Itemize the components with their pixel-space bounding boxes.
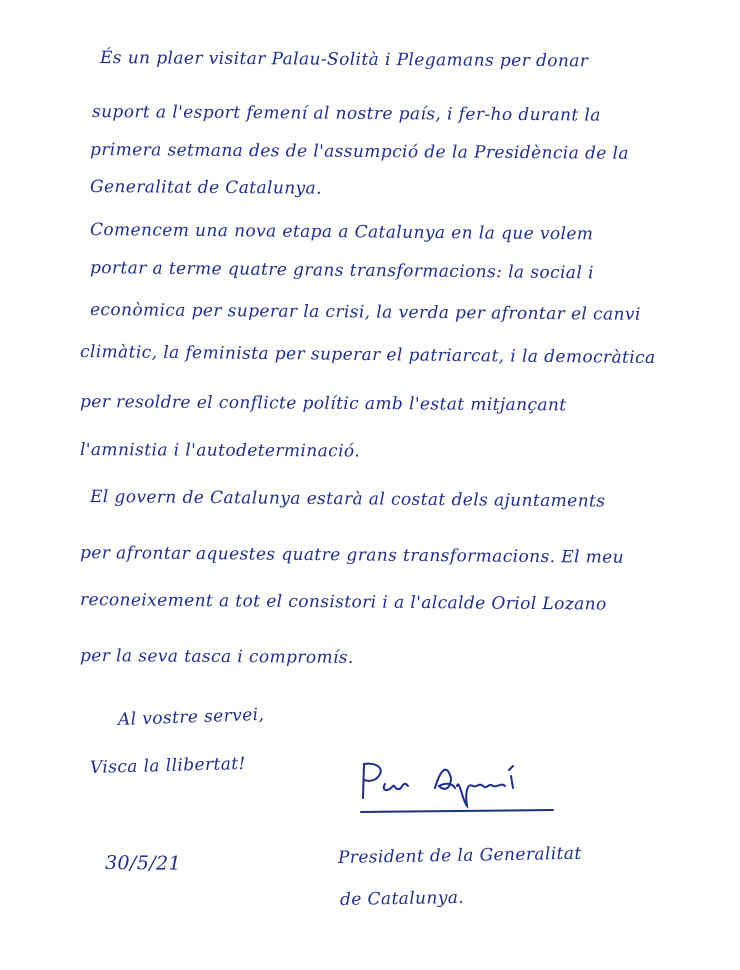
date: 30/5/21 [104, 852, 182, 875]
letter-line: reconeixement a tot el consistori i a l'alcalde Oriol Lozano [79, 590, 607, 615]
letter-line: Generalitat de Catalunya. [89, 177, 322, 199]
letter-line: per afrontar aquestes quatre grans transformacions. El meu [79, 543, 625, 568]
signature [355, 758, 565, 820]
letter-line: econòmica per superar la crisi, la verda per afrontar el canvi [89, 300, 641, 325]
letter-line: portar a terme quatre grans transformacions: la social i [89, 258, 594, 284]
signer-title: President de la Generalitat [337, 843, 582, 868]
letter-line: primera setmana des de l'assumpció de la Presidència de la [89, 140, 629, 164]
letter-line: climàtic, la feminista per superar el patriarcat, i la democràtica [79, 342, 656, 369]
closing-line: Al vostre servei, [117, 704, 265, 730]
letter-line: per la seva tasca i compromís. [79, 646, 354, 668]
letter-line: l'amnistia i l'autodeterminació. [79, 440, 361, 462]
letter-line: És un plaer visitar Palau-Solità i Plegamans per donar [99, 48, 589, 72]
letter-line: El govern de Catalunya estarà al costat dels ajuntaments [89, 487, 606, 512]
letter-line: per resoldre el conflicte polític amb l'estat mitjançant [79, 392, 567, 416]
letter-line: Comencem una nova etapa a Catalunya en la que volem [89, 220, 594, 245]
letter-line: suport a l'esport femení al nostre país, i fer-ho durant la [91, 102, 601, 126]
signer-title: de Catalunya. [339, 887, 465, 910]
closing-line: Visca la llibertat! [89, 753, 247, 778]
